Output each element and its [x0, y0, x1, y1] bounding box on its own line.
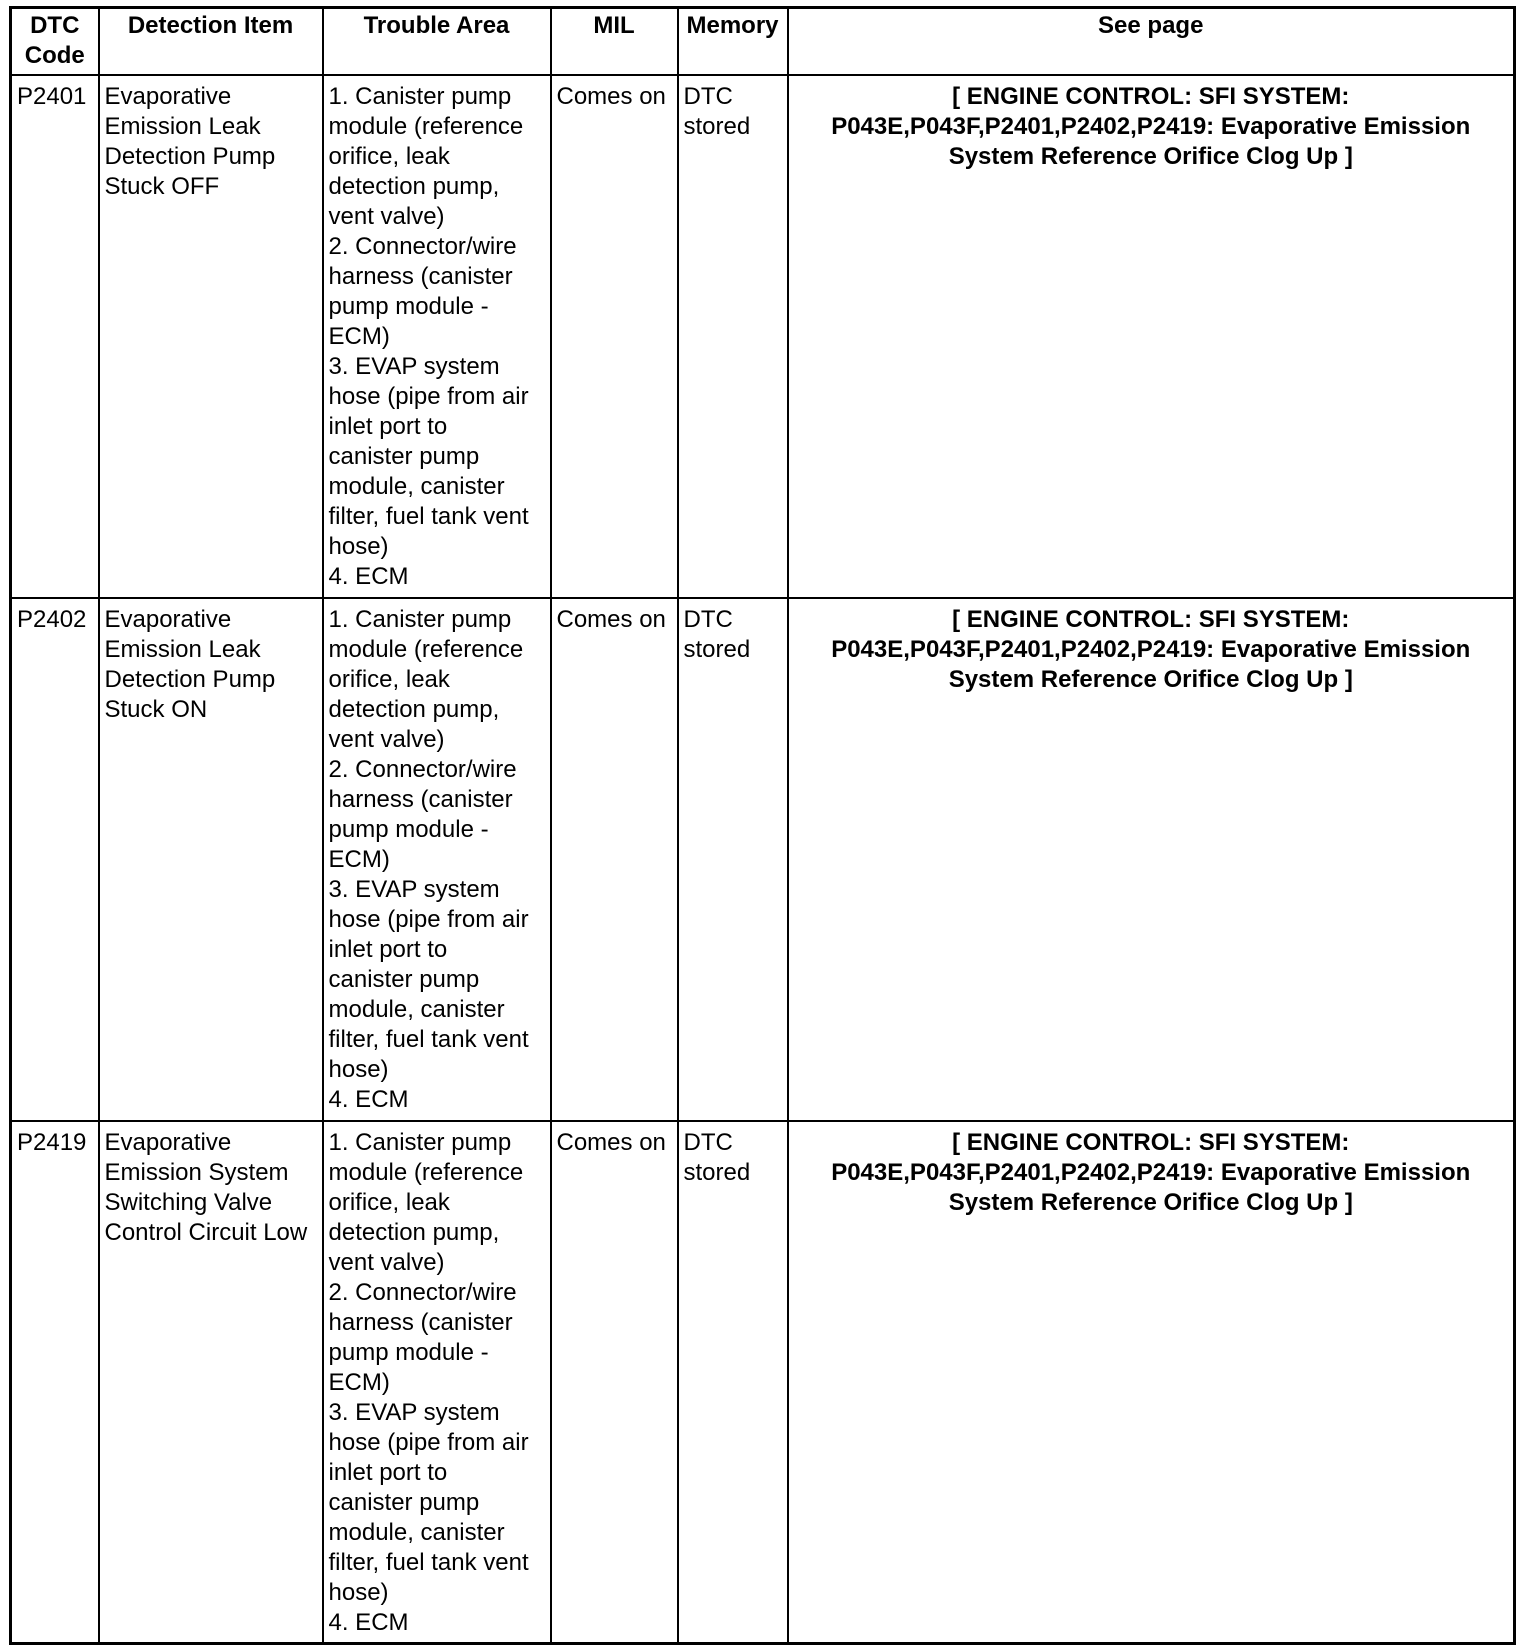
table-row [11, 1121, 1515, 1644]
trouble-area-line: canister pump [328, 1488, 480, 1516]
trouble-area-line: module (reference [328, 112, 524, 140]
dtc-table [9, 6, 1516, 1645]
see-page-line: System Reference Orifice Clog Up ] [948, 1188, 1353, 1216]
detection-item-line: Stuck ON [104, 695, 208, 723]
trouble-area-line: pump module - [328, 292, 489, 320]
detection-item-cell [99, 598, 323, 1121]
trouble-area-line: orifice, leak [328, 1188, 450, 1216]
trouble-area-line: pump module - [328, 1338, 489, 1366]
trouble-area-line: hose) [328, 532, 389, 560]
dtc-code-cell: P2402 [11, 598, 99, 1121]
see-page-line: P043E,P043F,P2401,P2402,P2419: Evaporative Emission [831, 1158, 1471, 1186]
detection-item-line: Evaporative [104, 605, 232, 633]
trouble-area-line: ECM) [328, 1368, 390, 1396]
see-page-line: [ ENGINE CONTROL: SFI SYSTEM: [952, 605, 1350, 633]
dtc-code-cell: P2419 [11, 1121, 99, 1644]
header-dtc-code-line: Code [24, 42, 85, 69]
trouble-area-line: filter, fuel tank vent [328, 1025, 529, 1053]
trouble-area-line: vent valve) [328, 725, 445, 753]
dtc-table-wrapper [9, 6, 1516, 1645]
trouble-area-line: 3. EVAP system [328, 875, 500, 903]
trouble-area-line: hose) [328, 1055, 389, 1083]
see-page-line: [ ENGINE CONTROL: SFI SYSTEM: [952, 1128, 1350, 1156]
trouble-area-line: harness (canister [328, 785, 513, 813]
trouble-area-line: filter, fuel tank vent [328, 1548, 529, 1576]
see-page-link[interactable] [788, 75, 1515, 598]
trouble-area-cell [323, 598, 551, 1121]
trouble-area-line: ECM) [328, 322, 390, 350]
mil-cell: Comes on [551, 598, 678, 1121]
table-header-row [11, 8, 1515, 75]
detection-item-line: Emission System [104, 1158, 289, 1186]
header-dtc-code-line: DTC [30, 12, 80, 39]
trouble-area-line: 2. Connector/wire [328, 755, 517, 783]
trouble-area-line: 4. ECM [328, 1085, 409, 1113]
trouble-area-line: detection pump, [328, 1218, 500, 1246]
trouble-area-line: 4. ECM [328, 1608, 409, 1636]
trouble-area-line: module, canister [328, 995, 505, 1023]
detection-item-line: Evaporative [104, 82, 232, 110]
trouble-area-line: hose (pipe from air [328, 1428, 529, 1456]
memory-line: stored [683, 635, 751, 663]
see-page-line: System Reference Orifice Clog Up ] [948, 665, 1353, 693]
detection-item-line: Stuck OFF [104, 172, 220, 200]
mil-cell: Comes on [551, 1121, 678, 1644]
detection-item-line: Switching Valve [104, 1188, 273, 1216]
memory-line: DTC [683, 82, 733, 110]
trouble-area-line: hose (pipe from air [328, 382, 529, 410]
trouble-area-line: orifice, leak [328, 142, 450, 170]
memory-cell [678, 75, 788, 598]
trouble-area-line: filter, fuel tank vent [328, 502, 529, 530]
trouble-area-line: 3. EVAP system [328, 352, 500, 380]
dtc-code-cell: P2401 [11, 75, 99, 598]
detection-item-line: Detection Pump [104, 142, 276, 170]
trouble-area-line: pump module - [328, 815, 489, 843]
table-row [11, 598, 1515, 1121]
trouble-area-line: inlet port to [328, 1458, 448, 1486]
trouble-area-line: 2. Connector/wire [328, 232, 517, 260]
trouble-area-line: vent valve) [328, 202, 445, 230]
see-page-line: P043E,P043F,P2401,P2402,P2419: Evaporative Emission [831, 635, 1471, 663]
header-see-page: See page [788, 8, 1515, 75]
detection-item-cell [99, 1121, 323, 1644]
detection-item-line: Emission Leak [104, 112, 261, 140]
table-body [11, 75, 1515, 1644]
trouble-area-line: module, canister [328, 1518, 505, 1546]
trouble-area-line: orifice, leak [328, 665, 450, 693]
memory-cell [678, 1121, 788, 1644]
trouble-area-line: 2. Connector/wire [328, 1278, 517, 1306]
detection-item-line: Detection Pump [104, 665, 276, 693]
see-page-line: [ ENGINE CONTROL: SFI SYSTEM: [952, 82, 1350, 110]
see-page-line: P043E,P043F,P2401,P2402,P2419: Evaporative Emission [831, 112, 1471, 140]
trouble-area-line: canister pump [328, 442, 480, 470]
header-detection-item: Detection Item [99, 8, 323, 75]
trouble-area-line: module (reference [328, 635, 524, 663]
trouble-area-line: 1. Canister pump [328, 605, 512, 633]
detection-item-line: Emission Leak [104, 635, 261, 663]
see-page-link[interactable] [788, 1121, 1515, 1644]
trouble-area-line: detection pump, [328, 695, 500, 723]
see-page-line: System Reference Orifice Clog Up ] [948, 142, 1353, 170]
trouble-area-line: vent valve) [328, 1248, 445, 1276]
trouble-area-cell [323, 75, 551, 598]
trouble-area-line: module, canister [328, 472, 505, 500]
header-memory: Memory [678, 8, 788, 75]
trouble-area-line: hose (pipe from air [328, 905, 529, 933]
memory-line: DTC [683, 1128, 733, 1156]
trouble-area-line: 4. ECM [328, 562, 409, 590]
memory-line: stored [683, 112, 751, 140]
header-trouble-area: Trouble Area [323, 8, 551, 75]
trouble-area-line: module (reference [328, 1158, 524, 1186]
memory-cell [678, 598, 788, 1121]
trouble-area-line: 1. Canister pump [328, 82, 512, 110]
header-mil: MIL [551, 8, 678, 75]
trouble-area-line: harness (canister [328, 1308, 513, 1336]
see-page-link[interactable] [788, 598, 1515, 1121]
memory-line: DTC [683, 605, 733, 633]
trouble-area-line: inlet port to [328, 935, 448, 963]
header-dtc-code [11, 8, 99, 75]
trouble-area-line: ECM) [328, 845, 390, 873]
mil-cell: Comes on [551, 75, 678, 598]
trouble-area-cell [323, 1121, 551, 1644]
trouble-area-line: inlet port to [328, 412, 448, 440]
detection-item-cell [99, 75, 323, 598]
table-row [11, 75, 1515, 598]
detection-item-line: Evaporative [104, 1128, 232, 1156]
trouble-area-line: canister pump [328, 965, 480, 993]
memory-line: stored [683, 1158, 751, 1186]
trouble-area-line: detection pump, [328, 172, 500, 200]
trouble-area-line: 1. Canister pump [328, 1128, 512, 1156]
detection-item-line: Control Circuit Low [104, 1218, 308, 1246]
trouble-area-line: 3. EVAP system [328, 1398, 500, 1426]
trouble-area-line: hose) [328, 1578, 389, 1606]
trouble-area-line: harness (canister [328, 262, 513, 290]
